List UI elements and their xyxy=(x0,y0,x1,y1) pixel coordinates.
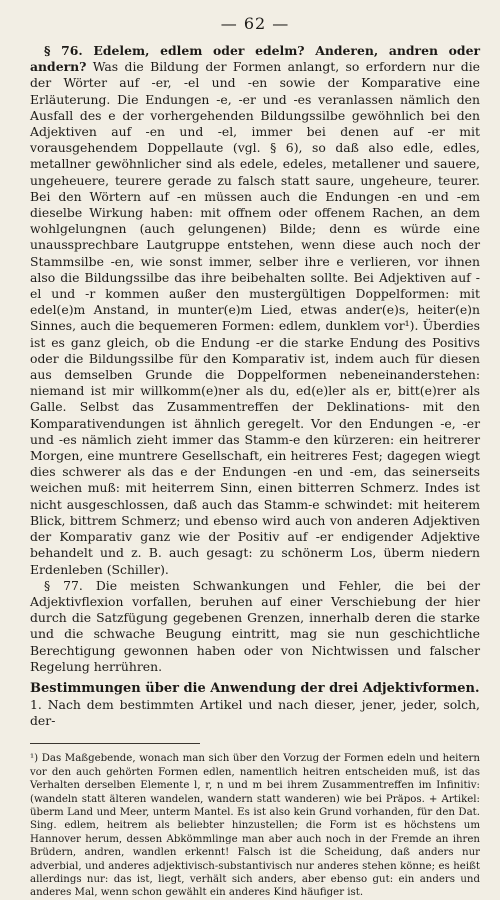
section-77-paragraph xyxy=(30,578,480,675)
section-77-title: § 77. xyxy=(44,577,83,593)
section-77-body: Die meisten Schwankungen und Fehler, die bei der Adjektivflexion vorfallen, beruhen auf einer Verschiebung der hier durch die Satzfügung gegebenen Grenzen, innerhalb deren die starke und die schwache Beugung eintritt, mag sie nun geschichtliche Berechtigung gewonnen haben oder von Nichtwissen und falscher Regelung herrühren. xyxy=(30,577,480,674)
rule-1-start: 1. Nach dem bestimmten Artikel und nach dieser, jener, jeder, solch, der- xyxy=(30,696,480,729)
page-number-header: — 62 — xyxy=(220,14,290,33)
section-76-title: § 76. Edelem, edlem oder edelm? Anderen, andren oder andern? xyxy=(30,43,480,75)
footnote: ¹) Das Maßgebende, wonach man sich über den Vorzug der Formen edeln und heitern vor den auch gehörten Formen edlen, namentlich heitren entscheiden muß, ist das Verhalten derselben Elemente l, r, n und m bei ihrem Zusammentreffen im Infinitiv: (wandeln statt älteren wandelen, wandern statt wanderen) wie bei Präpos. + Artikel: überm Land und Meer, unterm Mantel. Es ist also kein Grund vorhanden, für den Dat. Sing. edlem, heitrem als beliebter hinzustellen; die Form ist es höchstens um Hannover herum, dessen Abkömmlinge man aber auch noch in der Fremde an ihren Brüdern, andren, wandlen erkennt! Falsch ist die Scheidung, daß anders nur adverbial, und anderes adjektivisch-substantivisch nur anderes stehen könne; es heißt allerdings nur: das ist, liegt, verhält sich anders, aber ebenso gut: ein anders und anderes Mal, wenn schon gewählt ein anderes Kind häufiger ist. xyxy=(30,753,480,899)
main-text xyxy=(30,43,480,729)
subheading: Bestimmungen über die Anwendung der drei Adjektivformen. xyxy=(30,680,480,696)
footnote-divider xyxy=(30,743,200,744)
section-76-paragraph xyxy=(30,43,480,578)
section-76-body: Was die Bildung der Formen anlangt, so erfordern nur die der Wörter auf -er, -el und -en sowie der Komparative eine Erläuterung. Die Endungen -e, -er und -es veranlassen nämlich den Ausfall des e der vorhergehenden Bildungssilbe gewöhnlich bei den Adjektiven auf -en und -el, immer bei denen auf -er mit vorausgehendem Doppellaute (vgl. § 6), so daß also edle, edles, metallner gewöhnlicher sind als edele, edeles, metallener und sauere, ungeheuere, teurere gerade zu falsch statt saure, ungeheure, teurer. Bei den Wörtern auf -en müssen auch die Endungen -en und -em dieselbe Wirkung haben: mit offnem oder offenem Rachen, an dem wohlgelungnen (auch gelungenen) Bilde; denn es würde eine unaussprechbare Lautgruppe entstehen, wenn diese auch noch der Stammsilbe -en, wie sonst immer, selber ihre e verlieren, vor ihnen also die Bildungssilbe das ihre beibehalten sollte. Bei Adjektiven auf -el und -r kommen außer den mustergültigen Doppelformen: mit edel(e)m Anstand, in munter(e)m Lied, etwas ander(e)s, heiter(e)n Sinnes, auch die bequemeren Formen: edlem, dunklem vor¹). Überdies ist es ganz gleich, ob die Endung -er die starke Endung des Positivs oder die Bildungssilbe für den Komparativ ist, indem auch für diesen aus demselben Grunde die Doppelformen nebeneinanderstehen: niemand ist mir willkomm(e)ner als du, ed(e)ler als er, bitt(e)rer als Galle. Selbst das Zusammentreffen der Deklinations- mit den Komparativendungen ist ähnlich geregelt. Vor den Endungen -e, -er und -es nämlich zieht immer das Stamm-e den kürzeren: ein heitrerer Morgen, eine muntrere Gesellschaft, ein heitreres Fest; dagegen wiegt dies schwerer als das e der Endungen -en und -em, das seinerseits weichen muß: mit heiterrem Sinn, einen bitterren Schmerz. Indes ist nicht ausgeschlossen, daß auch das Stamm-e schwindet: mit heiterem Blick, bittrem Schmerz; und ebenso wird auch von anderen Adjektiven der Komparativ ganz wie der Positiv auf -er endigender Adjektive behandelt und z. B. auch gesagt: zu schönerm Los, überm niedern Erdenleben (Schiller). xyxy=(30,59,480,577)
